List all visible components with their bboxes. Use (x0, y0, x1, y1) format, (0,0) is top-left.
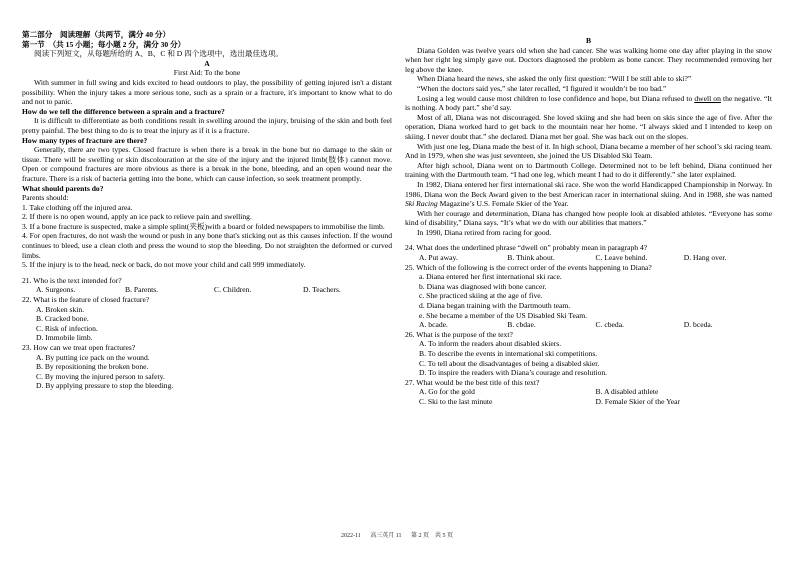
step-item: 4. For open fractures, do not wash the wound or push in any bone that's sticking out as this causes infection. If the wound continues to bleed, use a clean cloth and press the wound to stop the bleeding. Do not straighten the deformed or curved limbs. (22, 231, 392, 260)
question-26: 26. What is the purpose of the text? (405, 329, 513, 339)
option-d[interactable]: D. By applying pressure to stop the bleeding. (36, 381, 174, 391)
option-b[interactable]: B. A disabled athlete (595, 387, 659, 397)
option-b[interactable]: B. To describe the events in international ski competitions. (419, 349, 598, 358)
passage-a-subheading-3: What should parents do? (22, 183, 104, 193)
passage-a-subheading-2: How many types of fracture are there? (22, 135, 148, 145)
footer-exam: 高三英月 11 (370, 533, 402, 539)
option-b[interactable]: B. By repositioning the broken bone. (36, 362, 149, 372)
passage-b-paragraph-5: Most of all, Diana was not discouraged. She loved skiing and she had been on skis since the age of five. After the operation, Diana worked hard to get back to the mountain near her home. “I always skied and I intended to keep on skiing. I never doubt that.” she declared. Diana met her goal. She was back out on the slopes. (405, 112, 772, 141)
option-a[interactable]: A. Surgeons. (36, 285, 76, 295)
question-21: 21. Who is the text intended for? (22, 275, 122, 285)
passage-a-paragraph-2: It is difficult to differentiate as both conditions result in swelling around the injury, bruising of the skin and both feel pretty painful. The best thing to do is to treat the injury as if it is a fracture. (22, 116, 392, 135)
option-c[interactable]: C. By moving the injured person to safety. (36, 371, 165, 381)
step-item: 1. Take clothing off the injured area. (22, 202, 133, 212)
step-item: 5. If the injury is to the head, neck or back, do not move your child and call 999 immediately. (22, 260, 306, 270)
passage-a-subheading-1: How do we tell the difference between a sprain and a fracture? (22, 106, 225, 116)
option-a[interactable]: A. bcade. (419, 320, 448, 330)
question-27-options-row-1 (419, 387, 772, 397)
page-footer (0, 532, 794, 542)
option-c[interactable]: C. Ski to the last minute (419, 396, 493, 406)
option-a[interactable]: A. Broken skin. (36, 304, 85, 314)
passage-b-paragraph-9: With her courage and determination, Diana has changed how people look at disabled athletes. “Everyone has some kind of disability,” Diana says. “It’s what we do with our abilities that matters.” (405, 208, 772, 228)
step-item: 2. If there is no open wound, apply an ice pack to relieve pain and swelling. (22, 212, 252, 222)
option-b[interactable]: B. Think about. (507, 253, 555, 263)
option-c[interactable]: C. cbeda. (595, 320, 624, 330)
event-item: a. Diana entered her first international ski race. (419, 272, 562, 282)
option-c[interactable]: C. Leave behind. (595, 253, 648, 263)
question-27-options-row-2 (419, 397, 772, 407)
option-b[interactable]: B. Parents. (125, 285, 159, 295)
option-b[interactable]: B. cbdae. (507, 320, 536, 330)
option-b[interactable]: B. Cracked bone. (36, 314, 89, 324)
footer-date: 2022-11 (340, 533, 361, 539)
instructions: 阅读下列短文，从每题所给的 A、B、C 和 D 四个选项中，选出最佳选项。 (34, 49, 283, 59)
step-item: 3. If a bone fracture is suspected, make a simple splint(夹板)with a board or folded newspapers to immobilise the limb. (22, 221, 385, 231)
question-24-options (419, 253, 772, 263)
event-item: d. Diana began training with the Dartmouth team. (419, 301, 571, 311)
question-21-options (36, 285, 392, 295)
left-column (22, 30, 392, 391)
passage-b-paragraph-6: With just one leg, Diana made the best of it. In high school, Diana became a member of her school’s ski racing team. And in 1979, when she was just seventeen, she joined the US Disabled Ski Team. (405, 141, 772, 161)
passage-b-paragraph-1: Diana Golden was twelve years old when she had cancer. She was walking home one day after playing in the snow when her right leg simply gave out. Doctors diagnosed the problem as bone cancer. They recommended removing her leg above the knee. (405, 45, 772, 74)
passage-b-paragraph-8: In 1982, Diana entered her first international ski race. She won the world Handicapped Championship in Norway. In 1986, Diana won the Beck Award given to the best American racer in international skiing. And in 1988, she was named Ski Racing Magazine’s U.S. Female Skier of the Year. (405, 179, 772, 209)
event-item: b. Diana was diagnosed with bone cancer. (419, 281, 547, 291)
passage-b-paragraph-3: “When the doctors said yes,” she later recalled, “I figured it wouldn’t be too bad.” (417, 83, 667, 93)
section-heading: 第一节 （共 15 小题；每小题 2 分，满分 30 分） (22, 39, 186, 49)
footer-page-number: 第 2 页 共 5 页 (411, 533, 454, 539)
passage-a-letter: A (204, 58, 210, 68)
option-a[interactable]: A. Go for the gold (419, 387, 475, 397)
option-d[interactable]: D. To inspire the readers with Diana’s courage and resolution. (419, 368, 608, 378)
option-a[interactable]: A. Put away. (419, 253, 458, 263)
question-27: 27. What would be the best title of this text? (405, 377, 540, 387)
event-item: c. She practiced skiing at the age of five. (419, 291, 543, 301)
question-24: 24. What does the underlined phrase “dwell on” probably mean in paragraph 4? (405, 243, 648, 253)
passage-b-paragraph-2: When Diana heard the news, she asked the only first question: “Will I be still able to ski?” (417, 74, 692, 84)
option-d[interactable]: D. Immobile limb. (36, 333, 93, 343)
option-d[interactable]: D. Female Skier of the Year (595, 396, 681, 406)
question-23: 23. How can we treat open fractures? (22, 343, 136, 352)
option-c[interactable]: C. Risk of infection. (36, 323, 98, 333)
option-d[interactable]: D. bceda. (683, 320, 713, 330)
passage-a-title: First Aid: To the bone (173, 68, 241, 78)
passage-b-paragraph-10: In 1990, Diana retired from racing for good. (417, 227, 552, 237)
question-25-options (419, 320, 772, 330)
option-c[interactable]: C. Children. (214, 285, 252, 295)
passage-b-letter: B (585, 36, 592, 45)
option-a[interactable]: A. By putting ice pack on the wound. (36, 352, 150, 362)
event-item: e. She became a member of the US Disabled Ski Team. (419, 310, 588, 320)
passage-b-paragraph-4: Losing a leg would cause most children to lose confidence and hope, but Diana refused to dwell on the negative. “It is nothing. A body part.” she’d say. (405, 93, 772, 113)
option-c[interactable]: C. To tell about the disadvantages of being a disabled skier. (419, 358, 600, 368)
passage-a-paragraph-3: Generally, there are two types. Closed fracture is when there is a break in the bone but no damage to the skin or tissue. There will be swelling or skin discolouration at the site of the injury and the injured limb(肢体) cannot move. Open or compound fractures are more obvious as there is a break in the bone, bleeding, and an open wound near the fracture. There is a risk of bacteria getting into the bone, which can cause infection, so seek treatment promptly. (22, 145, 392, 183)
option-d[interactable]: D. Hang over. (683, 253, 727, 263)
question-22: 22. What is the feature of closed fracture? (22, 295, 150, 305)
passage-a-paragraph-1: With summer in full swing and kids excited to head outdoors to play, the possibility of getting injured isn't a distant possibility. When the injury takes a more serious tone, such as a sprain or a fracture, it's important to know what to do and not to panic. (22, 77, 392, 107)
part-heading: 第二部分 阅读理解（共两节，满分 40 分） (22, 30, 171, 39)
underlined-phrase: dwell on (694, 93, 721, 103)
option-d[interactable]: D. Teachers. (303, 285, 341, 295)
question-25: 25. Which of the following is the correct order of the events happening to Diana? (405, 262, 652, 272)
right-column (405, 36, 772, 407)
passage-a-paragraph-4: Parents should: (22, 193, 69, 203)
option-a[interactable]: A. To inform the readers about disabled skiers. (419, 339, 562, 349)
passage-b-paragraph-7: After high school, Diana went on to Dartmouth College. Determined not to be left behind, Diana continued her training with the Dartmouth team. “I had one leg, which meant I had to do it differently.” she later explained. (405, 160, 772, 180)
magazine-name: Ski Racing (405, 199, 438, 209)
